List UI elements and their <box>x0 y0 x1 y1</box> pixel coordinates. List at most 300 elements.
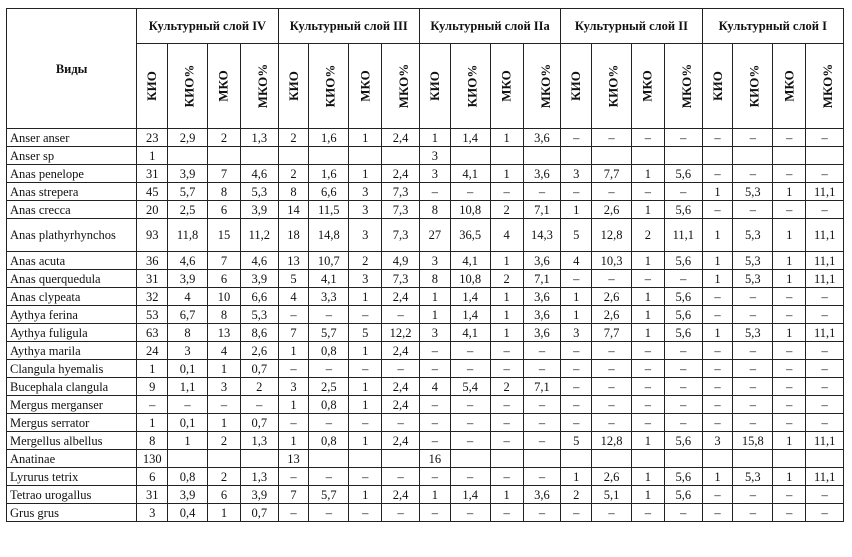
species-name: Anas crecca <box>7 201 137 219</box>
table-cell: – <box>592 504 632 522</box>
table-cell: – <box>806 288 844 306</box>
table-cell: – <box>806 504 844 522</box>
table-cell: – <box>702 288 733 306</box>
table-cell: 2 <box>207 468 240 486</box>
metric-header <box>702 44 733 129</box>
table-cell: 10 <box>207 288 240 306</box>
table-cell: – <box>278 414 309 432</box>
table-cell: 12,2 <box>382 324 420 342</box>
table-cell: – <box>419 414 450 432</box>
table-cell: 13 <box>207 324 240 342</box>
table-cell: 32 <box>137 288 168 306</box>
table-cell: 1,3 <box>241 468 279 486</box>
table-cell: 10,8 <box>450 270 490 288</box>
metric-header <box>137 44 168 129</box>
table-cell: – <box>773 201 806 219</box>
table-cell: 1 <box>631 486 664 504</box>
header-row-layers <box>7 9 844 44</box>
table-cell <box>309 147 349 165</box>
table-row <box>7 396 844 414</box>
metric-header <box>349 44 382 129</box>
table-cell: – <box>309 504 349 522</box>
table-cell: 2,6 <box>592 306 632 324</box>
table-cell: 0,7 <box>241 504 279 522</box>
table-cell: 4 <box>561 252 592 270</box>
table-row <box>7 147 844 165</box>
table-cell: – <box>702 486 733 504</box>
table-row <box>7 306 844 324</box>
table-cell: 1 <box>631 288 664 306</box>
table-cell: 1 <box>349 396 382 414</box>
table-cell: 5,3 <box>733 219 773 252</box>
table-cell: 8 <box>207 306 240 324</box>
table-cell: 1,4 <box>450 288 490 306</box>
table-cell: – <box>664 414 702 432</box>
table-cell: 6 <box>137 468 168 486</box>
table-cell: 1 <box>631 165 664 183</box>
table-cell: – <box>773 129 806 147</box>
table-cell: 1 <box>490 288 523 306</box>
table-cell: 2,4 <box>382 432 420 450</box>
metric-header <box>631 44 664 129</box>
table-cell: – <box>806 486 844 504</box>
table-cell <box>241 147 279 165</box>
table-cell: – <box>490 396 523 414</box>
table-cell: 3 <box>278 378 309 396</box>
table-cell: 1 <box>349 342 382 360</box>
table-cell: – <box>561 378 592 396</box>
table-cell: – <box>450 342 490 360</box>
table-cell: 4,6 <box>241 165 279 183</box>
table-cell: – <box>631 342 664 360</box>
table-cell: 3 <box>561 324 592 342</box>
table-cell: 1 <box>631 432 664 450</box>
table-cell: 1 <box>207 360 240 378</box>
table-cell: 8 <box>419 270 450 288</box>
table-cell: 2 <box>490 270 523 288</box>
layer-header: Культурный слой III <box>278 9 419 44</box>
table-cell: 1 <box>702 468 733 486</box>
table-cell: – <box>733 288 773 306</box>
table-cell: 12,8 <box>592 219 632 252</box>
table-cell: 4 <box>490 219 523 252</box>
table-cell: – <box>773 378 806 396</box>
table-cell: – <box>309 306 349 324</box>
table-row <box>7 342 844 360</box>
table-cell: – <box>733 342 773 360</box>
table-cell: 130 <box>137 450 168 468</box>
table-cell: 5,1 <box>592 486 632 504</box>
table-row <box>7 252 844 270</box>
table-cell: 24 <box>137 342 168 360</box>
table-cell: 7,7 <box>592 165 632 183</box>
table-cell: 7,3 <box>382 219 420 252</box>
table-cell: 9 <box>137 378 168 396</box>
table-row <box>7 378 844 396</box>
table-cell: 1,4 <box>450 306 490 324</box>
species-name: Aythya marila <box>7 342 137 360</box>
table-cell: 31 <box>137 486 168 504</box>
table-cell: 2,6 <box>592 468 632 486</box>
table-cell: 7,1 <box>523 378 561 396</box>
table-cell: – <box>773 165 806 183</box>
table-cell: 2,5 <box>309 378 349 396</box>
metric-header-label: КИО <box>144 71 160 101</box>
table-cell: – <box>664 270 702 288</box>
table-cell <box>806 450 844 468</box>
table-cell: – <box>382 414 420 432</box>
table-cell: 3,9 <box>168 486 208 504</box>
table-cell: 1 <box>631 324 664 342</box>
table-cell <box>490 450 523 468</box>
species-name: Lyrurus tetrix <box>7 468 137 486</box>
table-cell: 1 <box>561 201 592 219</box>
table-cell: 1 <box>631 201 664 219</box>
metric-header <box>309 44 349 129</box>
table-cell: – <box>450 396 490 414</box>
table-cell: 2,4 <box>382 486 420 504</box>
table-cell: 5,3 <box>733 270 773 288</box>
species-name: Tetrao urogallus <box>7 486 137 504</box>
table-cell: 7 <box>207 165 240 183</box>
table-cell: 4 <box>278 288 309 306</box>
table-cell: 11,1 <box>664 219 702 252</box>
table-cell: 4,9 <box>382 252 420 270</box>
table-cell <box>207 450 240 468</box>
table-cell: 1 <box>349 165 382 183</box>
metric-header <box>419 44 450 129</box>
table-cell: 12,8 <box>592 432 632 450</box>
metric-header <box>207 44 240 129</box>
table-cell <box>561 147 592 165</box>
table-cell: 5,3 <box>733 324 773 342</box>
table-cell: – <box>664 360 702 378</box>
metric-header-label: МКО% <box>255 63 271 109</box>
table-cell: 3 <box>702 432 733 450</box>
metric-header-label: КИО <box>568 71 584 101</box>
table-cell: 23 <box>137 129 168 147</box>
table-cell: 3 <box>168 342 208 360</box>
metric-header <box>806 44 844 129</box>
table-row <box>7 288 844 306</box>
table-cell: – <box>523 183 561 201</box>
table-cell: 8 <box>419 201 450 219</box>
table-cell <box>349 147 382 165</box>
table-cell: 3,6 <box>523 324 561 342</box>
metric-header <box>450 44 490 129</box>
table-cell: – <box>137 396 168 414</box>
metric-header-label: КИО% <box>746 64 762 108</box>
table-cell: 11,2 <box>241 219 279 252</box>
metric-header <box>664 44 702 129</box>
table-cell: 5,6 <box>664 432 702 450</box>
table-cell: 14,3 <box>523 219 561 252</box>
table-cell: 2,4 <box>382 165 420 183</box>
table-row <box>7 468 844 486</box>
table-cell: – <box>592 270 632 288</box>
table-cell: 5,6 <box>664 306 702 324</box>
table-cell: – <box>419 342 450 360</box>
table-cell: 10,7 <box>309 252 349 270</box>
table-cell: 1 <box>349 288 382 306</box>
table-cell: 5,6 <box>664 252 702 270</box>
table-cell: 7,3 <box>382 201 420 219</box>
table-cell: 1,1 <box>168 378 208 396</box>
table-cell: – <box>733 396 773 414</box>
table-cell: 5,6 <box>664 165 702 183</box>
table-cell: 2 <box>278 165 309 183</box>
table-cell: 1 <box>419 486 450 504</box>
table-cell: – <box>592 342 632 360</box>
table-cell: 6,6 <box>241 288 279 306</box>
table-cell: 8 <box>137 432 168 450</box>
table-cell: – <box>733 129 773 147</box>
table-cell: 3 <box>561 165 592 183</box>
table-cell: 4,6 <box>168 252 208 270</box>
table-cell: – <box>490 432 523 450</box>
table-cell: 8 <box>168 324 208 342</box>
table-cell: 5,3 <box>733 252 773 270</box>
table-cell: – <box>419 504 450 522</box>
table-cell: 2,6 <box>241 342 279 360</box>
table-cell: 31 <box>137 165 168 183</box>
table-cell: 1 <box>773 432 806 450</box>
table-row <box>7 129 844 147</box>
metric-header <box>278 44 309 129</box>
table-cell: – <box>631 396 664 414</box>
table-cell: 14 <box>278 201 309 219</box>
species-name: Mergellus albellus <box>7 432 137 450</box>
table-cell: – <box>733 201 773 219</box>
table-cell: 1 <box>773 468 806 486</box>
table-cell: 1 <box>349 486 382 504</box>
table-cell: – <box>592 129 632 147</box>
table-cell: 27 <box>419 219 450 252</box>
table-cell: 3,6 <box>523 486 561 504</box>
table-cell: – <box>664 342 702 360</box>
table-row <box>7 183 844 201</box>
table-cell: 5,4 <box>450 378 490 396</box>
table-cell <box>523 450 561 468</box>
metric-header-label: КИО <box>285 71 301 101</box>
table-cell: 1 <box>278 432 309 450</box>
metric-header <box>561 44 592 129</box>
species-name: Anas querquedula <box>7 270 137 288</box>
species-name: Anas clypeata <box>7 288 137 306</box>
table-cell: 4,1 <box>309 270 349 288</box>
table-cell: 1 <box>631 252 664 270</box>
table-cell: 5,6 <box>664 288 702 306</box>
table-cell: 11,5 <box>309 201 349 219</box>
species-name: Bucephala clangula <box>7 378 137 396</box>
metric-header-label: КИО <box>709 71 725 101</box>
table-cell: 1 <box>349 432 382 450</box>
table-cell: 1,6 <box>309 165 349 183</box>
table-row <box>7 414 844 432</box>
table-cell: – <box>664 396 702 414</box>
table-cell: – <box>382 468 420 486</box>
table-cell: 1 <box>702 324 733 342</box>
table-cell: – <box>382 360 420 378</box>
table-cell: – <box>349 360 382 378</box>
table-cell: 3,3 <box>309 288 349 306</box>
table-cell: 1 <box>561 306 592 324</box>
table-cell: 6 <box>207 201 240 219</box>
table-cell: 5,6 <box>664 486 702 504</box>
table-row <box>7 450 844 468</box>
table-cell: 7,3 <box>382 270 420 288</box>
table-cell: 2 <box>349 252 382 270</box>
table-cell: – <box>733 360 773 378</box>
table-cell: 1,3 <box>241 432 279 450</box>
table-cell: 10,3 <box>592 252 632 270</box>
table-cell <box>168 450 208 468</box>
table-cell: 0,8 <box>309 342 349 360</box>
table-cell: – <box>523 414 561 432</box>
table-cell: 1 <box>349 378 382 396</box>
table-cell: – <box>733 504 773 522</box>
table-cell: – <box>450 432 490 450</box>
table-cell: 0,8 <box>309 396 349 414</box>
metric-header <box>592 44 632 129</box>
table-cell: – <box>490 504 523 522</box>
table-cell: – <box>631 183 664 201</box>
metric-header-label: КИО% <box>322 64 338 108</box>
table-cell: 3,9 <box>168 165 208 183</box>
table-cell: 1 <box>561 288 592 306</box>
table-cell: 14,8 <box>309 219 349 252</box>
table-cell: 3,6 <box>523 306 561 324</box>
table-cell: 11,1 <box>806 324 844 342</box>
table-cell: 3,9 <box>241 270 279 288</box>
table-cell: – <box>733 486 773 504</box>
table-cell: 11,1 <box>806 183 844 201</box>
metric-header <box>523 44 561 129</box>
table-cell: 1 <box>702 219 733 252</box>
table-cell <box>702 450 733 468</box>
table-cell: 6,6 <box>309 183 349 201</box>
table-cell <box>592 450 632 468</box>
species-name: Mergus serrator <box>7 414 137 432</box>
table-cell: 3,9 <box>241 201 279 219</box>
table-cell: 1 <box>702 270 733 288</box>
table-cell: 1,3 <box>241 129 279 147</box>
table-cell: 5,7 <box>309 486 349 504</box>
table-cell: 1 <box>168 432 208 450</box>
table-cell: 6,7 <box>168 306 208 324</box>
table-cell: – <box>664 183 702 201</box>
table-cell: – <box>806 129 844 147</box>
table-cell: – <box>773 504 806 522</box>
table-cell: 0,8 <box>309 432 349 450</box>
table-cell: – <box>592 396 632 414</box>
table-cell: 1 <box>773 324 806 342</box>
metric-header-label: МКО% <box>679 63 695 109</box>
table-cell: – <box>419 432 450 450</box>
metric-header <box>490 44 523 129</box>
table-cell <box>664 450 702 468</box>
table-cell: 3 <box>349 219 382 252</box>
metric-header-label: МКО <box>357 70 373 102</box>
table-cell: 1,4 <box>450 486 490 504</box>
table-cell: 2,4 <box>382 378 420 396</box>
table-cell: 11,8 <box>168 219 208 252</box>
table-cell <box>450 147 490 165</box>
table-cell: – <box>773 306 806 324</box>
table-cell: – <box>631 504 664 522</box>
table-cell: – <box>773 396 806 414</box>
table-cell: 3,6 <box>523 129 561 147</box>
table-cell <box>382 450 420 468</box>
table-cell: – <box>241 396 279 414</box>
table-cell: 5 <box>278 270 309 288</box>
table-cell: – <box>207 396 240 414</box>
metric-header-label: КИО% <box>181 64 197 108</box>
metric-header <box>168 44 208 129</box>
table-cell: 3 <box>349 270 382 288</box>
table-row <box>7 504 844 522</box>
table-cell: – <box>806 342 844 360</box>
species-name: Anas acuta <box>7 252 137 270</box>
table-cell: – <box>523 504 561 522</box>
table-cell: 2 <box>490 201 523 219</box>
table-cell: 45 <box>137 183 168 201</box>
table-cell: 5,3 <box>241 306 279 324</box>
species-name: Aythya fuligula <box>7 324 137 342</box>
table-cell: – <box>702 396 733 414</box>
table-cell: 6 <box>207 486 240 504</box>
table-cell: 10,8 <box>450 201 490 219</box>
table-cell: 1 <box>278 342 309 360</box>
table-cell: 2,6 <box>592 288 632 306</box>
table-cell: – <box>561 396 592 414</box>
table-cell: – <box>561 414 592 432</box>
table-cell <box>773 450 806 468</box>
table-cell: 0,1 <box>168 414 208 432</box>
table-cell: 7,1 <box>523 201 561 219</box>
table-cell: – <box>631 378 664 396</box>
table-cell: 1 <box>137 360 168 378</box>
metric-header <box>382 44 420 129</box>
table-cell: 1 <box>419 306 450 324</box>
species-name: Anas plathyrhynchos <box>7 219 137 252</box>
table-cell: – <box>631 270 664 288</box>
table-cell: 7,7 <box>592 324 632 342</box>
table-cell: – <box>592 183 632 201</box>
table-cell: – <box>806 378 844 396</box>
table-cell: 1 <box>631 468 664 486</box>
table-body <box>7 129 844 522</box>
metric-header-label: МКО <box>498 70 514 102</box>
table-cell: – <box>561 342 592 360</box>
table-cell: 1 <box>773 252 806 270</box>
table-cell: 31 <box>137 270 168 288</box>
table-row <box>7 219 844 252</box>
table-cell: 3 <box>419 165 450 183</box>
table-cell: 3,9 <box>168 270 208 288</box>
table-cell: – <box>806 360 844 378</box>
table-cell: 3 <box>349 183 382 201</box>
table-cell: – <box>702 360 733 378</box>
table-cell: 0,4 <box>168 504 208 522</box>
table-cell: 1 <box>702 252 733 270</box>
table-cell: – <box>349 468 382 486</box>
table-cell: – <box>349 504 382 522</box>
table-cell <box>490 147 523 165</box>
species-name: Mergus merganser <box>7 396 137 414</box>
table-cell: 1 <box>490 252 523 270</box>
table-cell: 4,6 <box>241 252 279 270</box>
